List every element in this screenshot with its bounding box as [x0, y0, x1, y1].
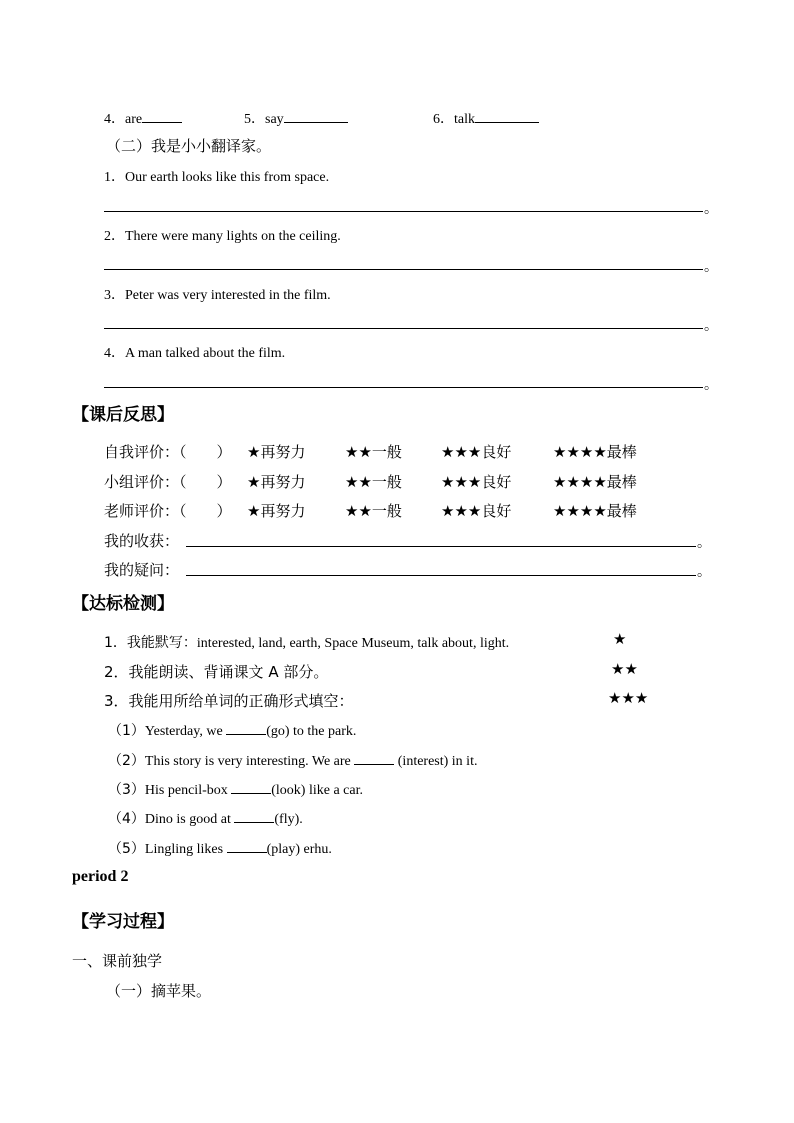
answer-line[interactable] — [104, 387, 703, 388]
fill-blank[interactable] — [226, 720, 266, 735]
question-label: 我的疑问： — [104, 561, 180, 579]
level-2: ★★一般 — [345, 502, 402, 520]
translate-title: （二）我是小小翻译家。 — [106, 137, 272, 155]
answer-line[interactable] — [104, 211, 703, 212]
translate-item-4: 4．A man talked about the film. — [104, 346, 286, 361]
level-3: ★★★良好 — [441, 502, 512, 520]
fill-blank[interactable] — [231, 779, 271, 794]
level-3: ★★★良好 — [441, 443, 512, 461]
fill-item-3: （3）His pencil-box (look) like a car. — [108, 779, 363, 799]
gain-label: 我的收获： — [104, 532, 180, 550]
level-4: ★★★★最棒 — [553, 443, 637, 461]
answer-line[interactable] — [104, 269, 703, 270]
word-blank[interactable] — [142, 108, 182, 123]
word-blank[interactable] — [284, 108, 348, 123]
process-section: 一、课前独学 — [72, 952, 163, 970]
fill-item-4: （4）Dino is good at (fly). — [108, 808, 303, 828]
check-item-2: 2．我能朗读、背诵课文 A 部分。 — [104, 663, 329, 681]
gain-line[interactable] — [186, 546, 696, 547]
end-mark: 。 — [704, 318, 718, 334]
level-3: ★★★良好 — [441, 473, 512, 491]
reflection-row-teacher: 老师评价：（ ） — [104, 502, 232, 520]
level-2: ★★一般 — [345, 443, 402, 461]
level-1: ★再努力 — [247, 443, 306, 461]
question-line[interactable] — [186, 575, 696, 576]
translate-item-2: 2．There were many lights on the ceiling. — [104, 229, 341, 244]
end-mark: 。 — [704, 259, 718, 275]
answer-line[interactable] — [104, 328, 703, 329]
fill-item-5: （5）Lingling likes (play) erhu. — [108, 838, 332, 858]
period-title: period 2 — [72, 868, 129, 885]
fill-blank[interactable] — [227, 838, 267, 853]
translate-item-1: 1．Our earth looks like this from space. — [104, 170, 330, 185]
end-mark: 。 — [697, 564, 711, 580]
word-item-4: 4．are — [104, 108, 182, 128]
check-item-3: 3．我能用所给单词的正确形式填空： — [104, 692, 354, 710]
translate-item-3: 3．Peter was very interested in the film. — [104, 288, 331, 303]
level-4: ★★★★最棒 — [553, 502, 637, 520]
level-4: ★★★★最棒 — [553, 473, 637, 491]
check-item-1: 1．我能默写：interested, land, earth, Space Museum, talk about, light. — [104, 635, 510, 651]
word-blank[interactable] — [475, 108, 539, 123]
fill-blank[interactable] — [354, 750, 394, 765]
word-item-5: 5．say — [244, 108, 348, 128]
check-stars-3: ★★★ — [608, 689, 649, 707]
fill-item-2: （2）This story is very interesting. We are (interest) in it. — [108, 750, 477, 770]
fill-item-1: （1）Yesterday, we (go) to the park. — [108, 720, 356, 740]
check-heading: 【达标检测】 — [72, 594, 174, 614]
process-sub: （一）摘苹果。 — [106, 982, 212, 1000]
level-1: ★再努力 — [247, 502, 306, 520]
check-stars-1: ★ — [613, 630, 627, 648]
end-mark: 。 — [704, 201, 718, 217]
process-heading: 【学习过程】 — [72, 912, 174, 932]
level-2: ★★一般 — [345, 473, 402, 491]
end-mark: 。 — [697, 535, 711, 551]
word-item-6: 6．talk — [433, 108, 539, 128]
reflection-row-self: 自我评价：（ ） — [104, 443, 232, 461]
end-mark: 。 — [704, 377, 718, 393]
reflection-heading: 【课后反思】 — [72, 405, 174, 425]
fill-blank[interactable] — [234, 808, 274, 823]
level-1: ★再努力 — [247, 473, 306, 491]
check-stars-2: ★★ — [611, 660, 638, 678]
reflection-row-group: 小组评价：（ ） — [104, 473, 232, 491]
